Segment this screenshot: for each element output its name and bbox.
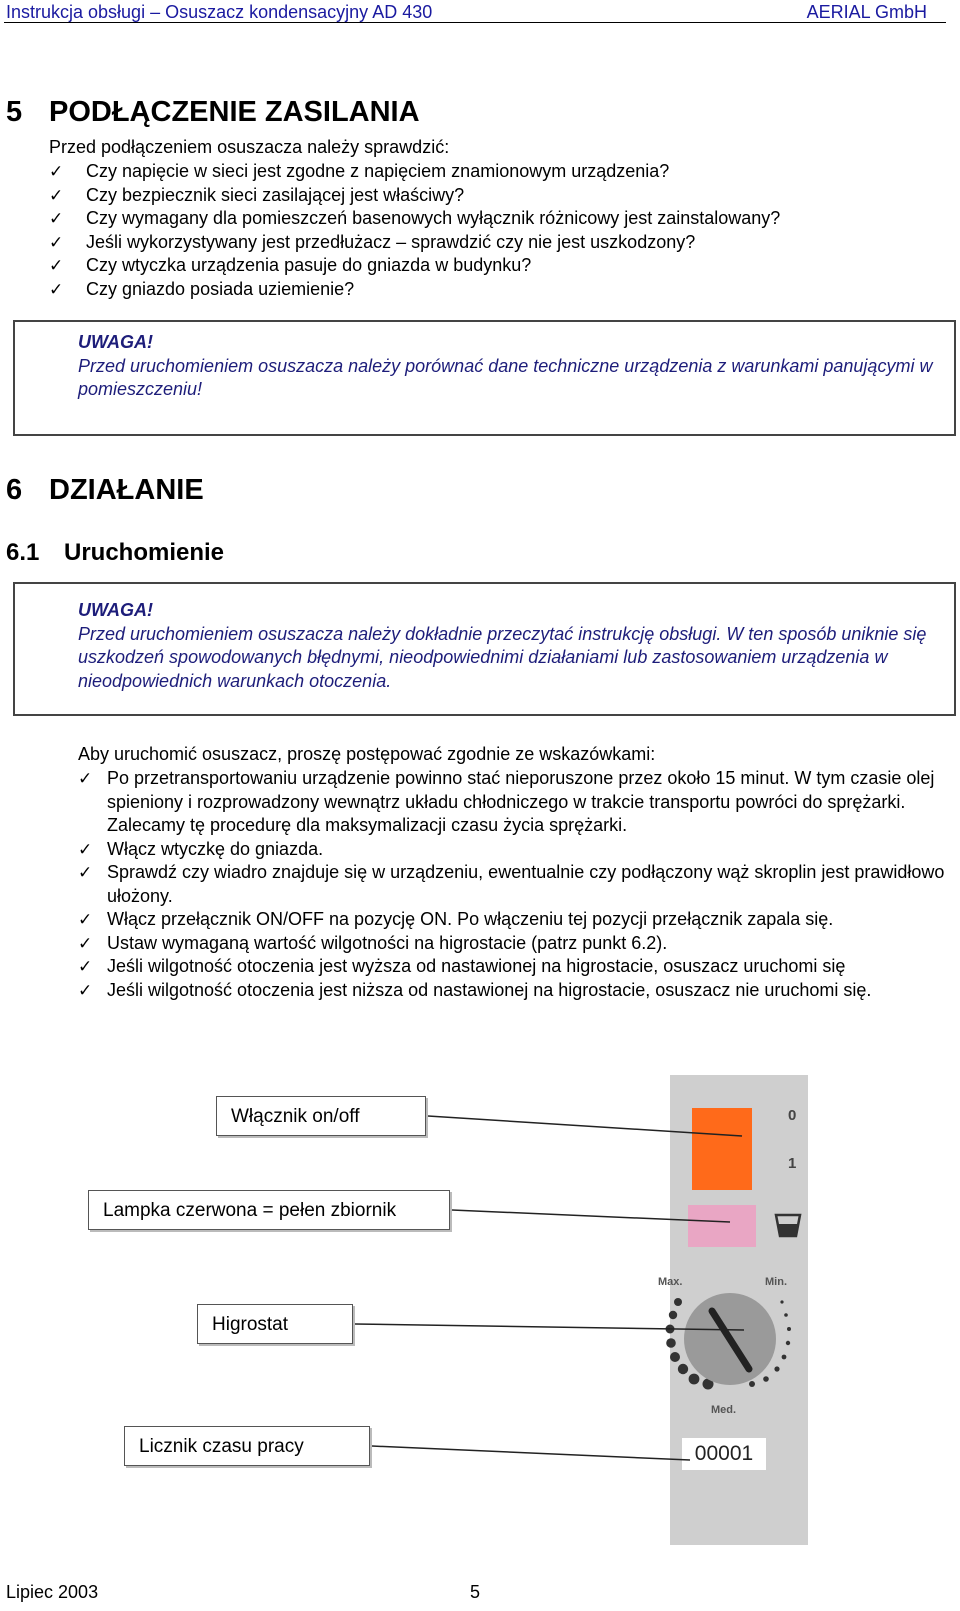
- callout-hygrostat: Higrostat: [197, 1304, 353, 1344]
- list-item-text: Czy bezpiecznik sieci zasilającej jest właściwy?: [86, 184, 465, 205]
- list-item-text: Ustaw wymaganą wartość wilgotności na higrostacie (patrz punkt 6.2).: [107, 932, 668, 953]
- leader-line-counter: [372, 1446, 690, 1460]
- checkmark-icon: ✓: [78, 839, 93, 859]
- list-item-text: Po przetransportowaniu urządzenie powinno stać nieporuszone przez około 15 minut. W tym czasie olej spieniony i rozprowadzony wewnątrz układu chłodniczego w trakcie transportu powróci do sprężarki. Zalecamy tę procedurę dla maksymalizacji czasu życia sprężarki.: [107, 768, 935, 835]
- switch-on-label: 1: [788, 1155, 797, 1172]
- hygrostat-med-label: Med.: [711, 1404, 737, 1416]
- section-6-1-number: 6.1: [6, 539, 40, 566]
- hygrostat-max-label: Max.: [658, 1276, 683, 1288]
- hour-counter-display: 00001: [682, 1438, 766, 1470]
- leader-line-lamp: [452, 1210, 730, 1222]
- leader-line-hygrostat: [355, 1324, 744, 1330]
- warning-title: UWAGA!: [78, 332, 153, 352]
- section-6-intro: Aby uruchomić osuszacz, proszę postępować zgodnie ze wskazówkami:: [78, 744, 656, 764]
- checkmark-icon: ✓: [78, 910, 93, 929]
- leader-line-switch: [428, 1116, 742, 1136]
- warning-text: Przed uruchomieniem osuszacza należy dokładnie przeczytać instrukcję obsługi. W ten sposób uniknie się uszkodzeń spowodowanych błędnymi, nieodpowiednimi działaniami lub zastosowaniem urządzenia w nieodpowiednich warunkach otoczenia.: [78, 623, 927, 691]
- section-5-intro: Przed podłączeniem osuszacza należy sprawdzić:: [49, 137, 450, 157]
- checkmark-icon: ✓: [49, 279, 64, 299]
- checkmark-icon: ✓: [49, 232, 64, 252]
- section-5-title: PODŁĄCZENIE ZASILANIA: [49, 96, 420, 128]
- header-company: AERIAL GmbH: [806, 2, 927, 22]
- callout-hour-counter: Licznik czasu pracy: [124, 1426, 370, 1466]
- list-item-text: Sprawdź czy wiadro znajduje się w urządzeniu, ewentualnie czy podłączony wąż skroplin jest prawidłowo ułożony.: [107, 862, 945, 906]
- list-item-text: Włącz przełącznik ON/OFF na pozycję ON. Po włączeniu tej pozycji przełącznik zapala się.: [107, 909, 834, 929]
- checkmark-icon: ✓: [78, 980, 93, 1000]
- checkmark-icon: ✓: [49, 209, 64, 228]
- list-item-text: Jeśli wykorzystywany jest przedłużacz – sprawdzić czy nie jest uszkodzony?: [86, 231, 696, 252]
- checkmark-icon: ✓: [78, 933, 93, 953]
- checkmark-icon: ✓: [49, 256, 64, 275]
- list-item-text: Czy gniazdo posiada uziemienie?: [86, 278, 355, 299]
- list-item-text: Włącz wtyczkę do gniazda.: [107, 838, 324, 859]
- footer-page-number: 5: [470, 1582, 481, 1602]
- section-6-1-title: Uruchomienie: [64, 539, 225, 566]
- list-item-text: Jeśli wilgotność otoczenia jest wyższa od nastawionej na higrostacie, osuszacz uruchomi się: [107, 956, 846, 976]
- section-6-number: 6: [6, 474, 23, 506]
- hygrostat-min-label: Min.: [765, 1276, 787, 1288]
- checkmark-icon: ✓: [49, 185, 64, 205]
- header-title: Instrukcja obsługi – Osuszacz kondensacyjny AD 430: [6, 2, 433, 22]
- list-item-text: Czy wymagany dla pomieszczeń basenowych wyłącznik różnicowy jest zainstalowany?: [86, 208, 781, 228]
- callout-power-switch: Włącznik on/off: [216, 1096, 426, 1136]
- switch-off-label: 0: [788, 1107, 797, 1124]
- checkmark-icon: ✓: [49, 162, 64, 181]
- checkmark-icon: ✓: [78, 957, 93, 976]
- list-item-text: Czy napięcie w sieci jest zgodne z napięciem znamionowym urządzenia?: [86, 161, 670, 181]
- checkmark-icon: ✓: [78, 863, 93, 882]
- checkmark-icon: ✓: [78, 769, 93, 788]
- callout-full-tank-lamp: Lampka czerwona = pełen zbiornik: [88, 1190, 450, 1230]
- section-6-title: DZIAŁANIE: [49, 474, 204, 506]
- list-item-text: Jeśli wilgotność otoczenia jest niższa od nastawionej na higrostacie, osuszacz nie uruchomi się.: [107, 979, 872, 1000]
- warning-title: UWAGA!: [78, 600, 153, 620]
- section-5-number: 5: [6, 96, 23, 128]
- list-item-text: Czy wtyczka urządzenia pasuje do gniazda w budynku?: [86, 255, 532, 275]
- footer-date: Lipiec 2003: [6, 1582, 99, 1602]
- warning-text: Przed uruchomieniem osuszacza należy porównać dane techniczne urządzenia z warunkami panującymi w pomieszczeniu!: [78, 355, 933, 399]
